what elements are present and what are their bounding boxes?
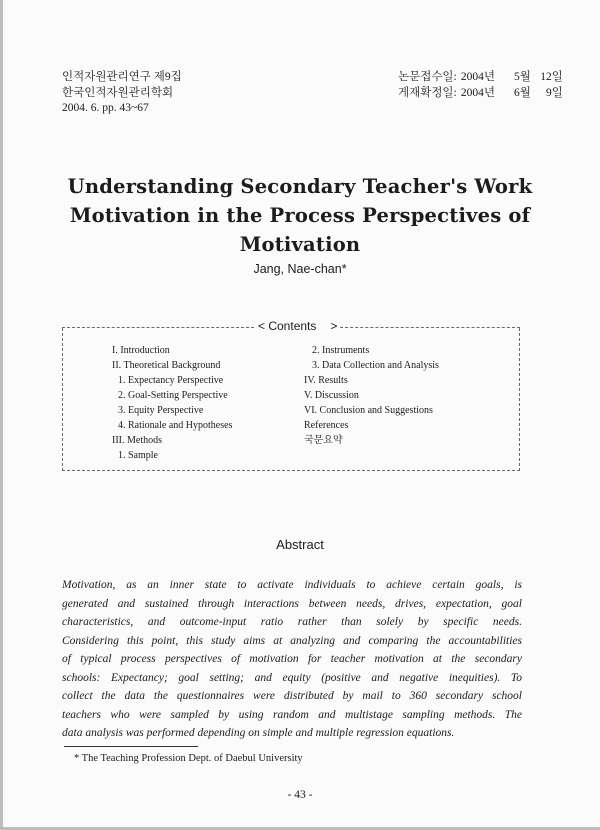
abstract-line: teachers who were sampled by using random and multistage sampling methods. The [62, 708, 522, 721]
toc-item: 2. Instruments [312, 345, 370, 356]
journal-name: 인적자원관리연구 제9집 [62, 71, 182, 83]
journal-info [62, 70, 182, 117]
abstract-line: data analysis was performed depending on simple and multiple regression equations. [62, 727, 455, 739]
abstract-heading: Abstract [276, 537, 324, 552]
abstract-line: collect the data the questionnaires were distributed by mail to 360 secondary school [62, 690, 522, 702]
toc-item: 2. Goal-Setting Perspective [118, 390, 228, 401]
accepted-date: 게재확정일: 2004년 6월 9일 [398, 86, 563, 99]
abstract-text [62, 576, 522, 743]
title-line: Motivation in the Process Perspectives of [69, 204, 531, 227]
society-name: 한국인적자원관리학회 [62, 86, 174, 99]
toc-item: 국문요약 [304, 435, 343, 446]
toc-item: VI. Conclusion and Suggestions [304, 405, 433, 416]
toc-item: I. Introduction [112, 345, 170, 356]
footnote-rule [64, 746, 198, 747]
toc-item: 3. Equity Perspective [118, 405, 204, 416]
issue-pages: 2004. 6. pp. 43~67 [62, 102, 149, 114]
toc-item: 1. Expectancy Perspective [118, 375, 224, 386]
contents-label: < Contents [258, 319, 317, 333]
toc-item: 1. Sample [118, 450, 158, 461]
toc-item: IV. Results [304, 375, 348, 386]
page-number: - 43 - [287, 789, 313, 801]
toc-item: References [304, 420, 349, 431]
received-date: 논문접수일: 2004년 5월 12일 [398, 71, 563, 83]
abstract-line: Motivation, as an inner state to activate individuals to achieve certain goals, is [62, 579, 522, 591]
toc-item: III. Methods [112, 435, 162, 446]
contents-column-left [112, 343, 232, 463]
paper-title [40, 172, 560, 259]
author-affiliation-footnote: * The Teaching Profession Dept. of Daebul University [74, 753, 303, 764]
abstract-line: of typical process perspectives of motivation for teacher motivation at the secondary [62, 653, 522, 665]
abstract-line: generated and sustained through interactions between needs, drives, expectation, goal [62, 597, 522, 610]
author-name: Jang, Nae-chan* [253, 262, 347, 276]
submission-dates [398, 70, 563, 101]
contents-column-right [304, 343, 439, 448]
abstract-line: characteristics, and outcome-input ratio rather than solely by specific needs. [62, 616, 522, 628]
contents-label-end: > [330, 319, 338, 333]
toc-item: V. Discussion [304, 390, 359, 401]
abstract-line: schools: Expectancy; goal setting; and equity (positive and negative inequities). To [62, 671, 522, 684]
abstract-line: Considering this point, this study aims at analyzing and comparing the accountabilities [62, 634, 522, 647]
toc-item: II. Theoretical Background [112, 360, 221, 371]
toc-item: 3. Data Collection and Analysis [312, 360, 439, 371]
title-line: Motivation [239, 233, 361, 256]
toc-item: 4. Rationale and Hypotheses [118, 420, 233, 431]
title-line: Understanding Secondary Teacher's Work [67, 175, 533, 198]
